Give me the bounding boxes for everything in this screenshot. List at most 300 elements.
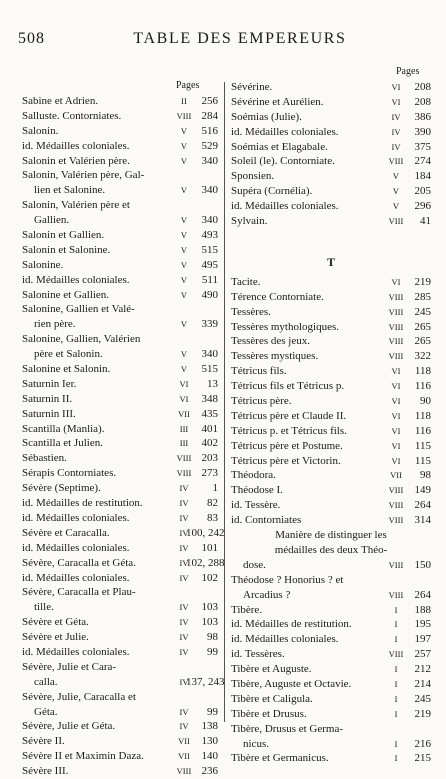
entry-name: Tibère et Auguste. — [231, 663, 312, 676]
entry-page: 184 — [414, 170, 431, 183]
entry-name: Soleil (le). Contorniate. — [231, 155, 335, 168]
entry-name: Sévère, Caracalla et Géta. — [22, 556, 136, 569]
entry-volume: IV — [179, 632, 189, 643]
entry-page: 98 — [207, 631, 218, 644]
entry-volume: V — [180, 215, 188, 226]
entry-volume: VIII — [388, 500, 404, 511]
entry-page: 118 — [414, 365, 431, 378]
index-entry — [22, 541, 218, 556]
entry-volume: V — [180, 155, 188, 166]
entry-page: 274 — [414, 155, 431, 168]
entry-volume: IV — [179, 646, 189, 657]
entry-name: Théodora. — [231, 469, 276, 482]
entry-page: 90 — [420, 395, 431, 408]
entry-page: 340 — [201, 214, 218, 227]
entry-name: Salonin. — [22, 124, 59, 137]
left-column — [22, 94, 225, 779]
entry-name: id. Médailles de restitution. — [231, 618, 352, 631]
entry-volume: IV — [179, 706, 189, 717]
index-entry — [22, 451, 218, 466]
index-entry — [231, 184, 431, 199]
entry-page: 115 — [414, 439, 431, 452]
entry-volume: VIII — [388, 351, 404, 362]
entry-name: Sérapis Contorniates. — [22, 467, 117, 480]
entry-page: 493 — [201, 229, 218, 242]
entry-page: 219 — [414, 707, 431, 720]
index-entry — [231, 573, 431, 588]
entry-page: 284 — [201, 109, 218, 122]
entry-page: 340 — [201, 348, 218, 361]
index-entry — [22, 302, 218, 317]
entry-page: 208 — [414, 81, 431, 93]
entry-page: 116 — [414, 424, 431, 437]
entry-page: 102 — [201, 571, 218, 584]
index-entry — [231, 707, 431, 722]
index-entry — [22, 198, 218, 213]
entry-volume: I — [394, 604, 398, 615]
index-entry — [231, 722, 431, 737]
entry-volume: I — [394, 693, 398, 704]
index-entry — [231, 439, 431, 454]
entry-volume: IV — [179, 483, 189, 494]
index-entry — [231, 364, 431, 379]
entry-volume: VI — [391, 410, 401, 421]
entry-page: 490 — [201, 288, 218, 301]
entry-name: Salonin, Valérien père, Gal- — [22, 169, 145, 182]
index-entry — [22, 392, 218, 407]
entry-page: 101 — [201, 541, 218, 554]
entry-volume: V — [180, 349, 188, 360]
entry-name: id. Médailles de restitution. — [22, 497, 143, 510]
entry-name: Salonine, Gallien et Valé- — [22, 303, 135, 316]
entry-page: 103 — [201, 616, 218, 629]
entry-volume: IV — [179, 617, 189, 628]
entry-volume: IV — [179, 676, 189, 687]
entry-volume: VIII — [388, 559, 404, 570]
entry-page: 495 — [201, 258, 218, 271]
entry-volume: VI — [179, 393, 189, 404]
entry-name: Salonine et Gallien. — [22, 288, 110, 301]
entry-volume: VII — [178, 408, 190, 419]
index-entry — [231, 513, 431, 528]
entry-name: Sévère III. — [22, 765, 69, 778]
entry-name: Tibère, Drusus et Germa- — [231, 722, 344, 735]
index-entry — [231, 737, 431, 752]
entry-page: 245 — [414, 692, 431, 705]
index-entry — [22, 481, 218, 496]
entry-name: Saturnin Ier. — [22, 377, 77, 390]
index-entry — [22, 273, 218, 288]
entry-volume: VII — [178, 736, 190, 747]
entry-page: 314 — [414, 514, 431, 527]
entry-name: Salonin et Valérien père. — [22, 154, 130, 167]
entry-name: id. Médailles coloniales. — [231, 633, 339, 646]
entry-name: Sévère II et Maximin Daza. — [22, 750, 144, 763]
entry-page: 98 — [420, 469, 431, 482]
entry-name: Tibère et Germanicus. — [231, 752, 329, 765]
index-entry — [22, 347, 218, 362]
entry-page: 402 — [201, 437, 218, 450]
entry-page: 138 — [201, 720, 218, 733]
index-entry — [231, 454, 431, 469]
index-entry — [22, 526, 225, 541]
index-entry — [22, 675, 225, 690]
index-entry — [22, 690, 218, 705]
index-entry — [22, 258, 218, 273]
entry-page: 348 — [201, 392, 218, 405]
index-entry — [22, 496, 218, 511]
entry-page: 322 — [414, 350, 431, 363]
entry-volume: I — [394, 738, 398, 749]
index-entry — [231, 199, 431, 214]
entry-volume: V — [180, 140, 188, 151]
entry-volume: V — [392, 171, 400, 182]
entry-page: 515 — [201, 363, 218, 376]
index-entry — [231, 483, 431, 498]
entry-name: Sévère, Julie, Caracalla et — [22, 690, 136, 703]
entry-name: Tétricus père et Victorin. — [231, 454, 341, 467]
entry-page: 195 — [414, 618, 431, 631]
entry-name: Géta. — [34, 705, 58, 718]
entry-page: 150 — [414, 558, 431, 571]
entry-page: 140 — [201, 750, 218, 763]
index-entry — [22, 243, 218, 258]
index-entry — [231, 632, 431, 647]
entry-page: 99 — [207, 705, 218, 718]
entry-volume: V — [180, 185, 188, 196]
entry-name: id. Médailles coloniales. — [22, 511, 130, 524]
index-entry — [231, 498, 431, 513]
entry-volume: V — [180, 364, 188, 375]
entry-name: Manière de distinguer les — [275, 529, 387, 542]
entry-name: Salluste. Contorniates. — [22, 109, 122, 122]
entry-name: id. Tessères. — [231, 648, 285, 661]
entry-volume: VIII — [176, 468, 192, 479]
entry-page: 265 — [414, 320, 431, 333]
entry-page: 340 — [201, 184, 218, 197]
entry-name: médailles des deux Théo- — [274, 543, 388, 556]
entry-volume: IV — [391, 126, 401, 137]
entry-volume: VIII — [388, 156, 404, 167]
entry-page: 285 — [414, 290, 431, 303]
entry-volume: V — [392, 186, 400, 197]
entry-name: Scantilla et Julien. — [22, 437, 103, 450]
entry-name: Salonine, Gallien, Valérien — [22, 333, 141, 346]
entry-volume: VIII — [388, 216, 404, 227]
entry-page: 264 — [414, 588, 431, 601]
index-entry — [231, 349, 431, 364]
entry-name: Sévérine. — [231, 81, 273, 93]
entry-volume: III — [179, 423, 189, 434]
pages-column-label-left: Pages — [176, 80, 200, 91]
entry-name: Sévère, Caracalla et Plau- — [22, 586, 136, 599]
entry-page: 102, 288 — [186, 556, 225, 569]
entry-volume: VI — [391, 381, 401, 392]
entry-name: Tétricus père. — [231, 395, 292, 408]
entry-volume: VIII — [388, 649, 404, 660]
entry-page: 149 — [414, 484, 431, 497]
entry-name: Saturnin III. — [22, 407, 76, 420]
index-entry — [231, 214, 431, 229]
index-entry — [231, 647, 431, 662]
index-entry — [231, 528, 431, 543]
entry-name: id. Médailles coloniales. — [22, 541, 130, 554]
index-entry — [231, 305, 431, 320]
entry-name: Tessères mystiques. — [231, 350, 319, 363]
entry-volume: V — [180, 125, 188, 136]
entry-name: id. Contorniates — [231, 514, 302, 527]
entry-name: Soémias (Julie). — [231, 110, 302, 123]
index-entry — [22, 511, 218, 526]
entry-volume: VI — [391, 396, 401, 407]
entry-name: Supéra (Cornélia). — [231, 185, 313, 198]
entry-name: Sévère et Julie. — [22, 631, 89, 644]
entry-name: Salonine et Salonin. — [22, 363, 111, 376]
entry-name: Salonin et Salonine. — [22, 243, 111, 256]
entry-name: Tibère et Drusus. — [231, 707, 307, 720]
entry-volume: IV — [179, 557, 189, 568]
index-entry — [22, 585, 218, 600]
entry-volume: IV — [179, 542, 189, 553]
entry-name: Tacite. — [231, 275, 261, 288]
entry-volume: VI — [179, 378, 189, 389]
entry-name: Tessères des jeux. — [231, 335, 310, 348]
entry-name: Scantilla (Manlia). — [22, 422, 105, 435]
entry-name: Sabine et Adrien. — [22, 95, 99, 107]
index-entry — [231, 140, 431, 155]
entry-name: Sévérine et Aurélien. — [231, 95, 324, 108]
index-entry — [231, 379, 431, 394]
entry-page: 188 — [414, 603, 431, 616]
index-entry — [231, 588, 431, 603]
entry-volume: VI — [391, 455, 401, 466]
entry-volume: VI — [391, 96, 401, 107]
index-entry — [231, 617, 431, 632]
entry-volume: VIII — [388, 306, 404, 317]
entry-page: 118 — [414, 409, 431, 422]
entry-page: 339 — [201, 318, 218, 331]
index-entry — [22, 362, 218, 377]
entry-name: Tétricus fils et Tétricus p. — [231, 380, 345, 393]
entry-name: dose. — [243, 558, 266, 571]
entry-volume: VIII — [176, 766, 192, 777]
entry-page: 516 — [201, 124, 218, 137]
pages-column-label-right: Pages — [396, 66, 420, 77]
entry-page: 340 — [201, 154, 218, 167]
entry-volume: V — [180, 259, 188, 270]
entry-volume: IV — [179, 721, 189, 732]
index-entry — [231, 424, 431, 439]
entry-name: rien père. — [34, 318, 76, 331]
index-entry — [22, 288, 218, 303]
index-entry — [231, 543, 431, 558]
entry-name: Tibère, Auguste et Octavie. — [231, 677, 352, 690]
entry-page: 103 — [201, 601, 218, 614]
entry-page: 219 — [414, 275, 431, 288]
page-header — [0, 0, 446, 50]
entry-volume: II — [181, 96, 187, 106]
entry-name: Tétricus p. et Tétricus fils. — [231, 424, 347, 437]
index-entry — [231, 662, 431, 677]
entry-page: 256 — [201, 95, 218, 107]
entry-volume: I — [394, 664, 398, 675]
entry-volume: I — [394, 708, 398, 719]
entry-page: 515 — [201, 243, 218, 256]
entry-volume: VI — [391, 276, 401, 287]
index-entry — [22, 228, 218, 243]
entry-name: id. Médailles coloniales. — [22, 139, 130, 152]
index-entry — [231, 154, 431, 169]
index-entry — [231, 290, 431, 305]
entry-name: Salonin, Valérien père et — [22, 199, 130, 212]
index-entry — [231, 558, 431, 573]
entry-volume: V — [180, 274, 188, 285]
entry-name: Sévère, Julie et Géta. — [22, 720, 116, 733]
entry-page: 386 — [414, 110, 431, 123]
entry-name: Saturnin II. — [22, 392, 73, 405]
page-number: 508 — [18, 30, 45, 47]
entry-volume: V — [392, 201, 400, 212]
entry-page: 83 — [207, 511, 218, 524]
entry-volume: IV — [179, 602, 189, 613]
index-entry — [231, 751, 431, 766]
entry-name: calla. — [34, 675, 58, 688]
entry-name: Théodose I. — [231, 484, 283, 497]
entry-name: id. Médailles coloniales. — [231, 125, 339, 138]
entry-name: Arcadius ? — [243, 588, 291, 601]
entry-page: 13 — [207, 377, 218, 390]
entry-page: 296 — [414, 200, 431, 213]
index-entry — [231, 409, 431, 424]
entry-volume: III — [179, 438, 189, 449]
index-entry — [22, 94, 218, 109]
index-entry — [22, 571, 218, 586]
entry-page: 41 — [420, 215, 431, 228]
index-entry — [231, 110, 431, 125]
index-entry — [22, 109, 218, 124]
entry-name: Salonin et Gallien. — [22, 229, 105, 242]
index-entry — [231, 125, 431, 140]
entry-name: id. Médailles coloniales. — [231, 200, 339, 213]
entry-volume: I — [394, 634, 398, 645]
entry-page: 82 — [207, 497, 218, 510]
entry-volume: IV — [391, 111, 401, 122]
page-title: TABLE DES EMPEREURS — [133, 30, 347, 47]
index-entry — [22, 764, 218, 779]
entry-name: Tétricus père et Claude II. — [231, 409, 347, 422]
index-entry — [231, 603, 431, 618]
entry-volume: VI — [391, 366, 401, 377]
index-entry — [231, 169, 431, 184]
index-entry — [22, 213, 218, 228]
entry-volume: IV — [179, 512, 189, 523]
index-entry — [22, 183, 218, 198]
entry-volume: VIII — [388, 589, 404, 600]
entry-page: 130 — [201, 735, 218, 748]
entry-name: Sévère (Septime). — [22, 482, 101, 495]
entry-name: père et Salonin. — [34, 348, 103, 361]
index-entry — [22, 645, 218, 660]
index-entry — [231, 95, 431, 110]
index-entry — [22, 615, 218, 630]
entry-volume: VIII — [388, 321, 404, 332]
entry-page: 137, 243 — [186, 675, 225, 688]
entry-volume: V — [180, 230, 188, 241]
entry-name: Sponsien. — [231, 170, 275, 183]
index-entry — [22, 332, 218, 347]
entry-page: 257 — [414, 648, 431, 661]
index-entry — [22, 436, 218, 451]
entry-volume: IV — [391, 141, 401, 152]
entry-page: 375 — [414, 140, 431, 153]
index-entry — [22, 124, 218, 139]
entry-name: Tibère. — [231, 603, 263, 616]
entry-name: Térence Contorniate. — [231, 290, 324, 303]
entry-volume: V — [180, 289, 188, 300]
index-entry — [22, 407, 218, 422]
entry-name: Sylvain. — [231, 215, 268, 228]
entry-name: id. Médailles coloniales. — [22, 645, 130, 658]
entry-page: 115 — [414, 454, 431, 467]
entry-volume: VIII — [388, 336, 404, 347]
entry-name: Sévère et Géta. — [22, 616, 89, 629]
index-entry — [231, 334, 431, 349]
entry-name: Tessères mythologiques. — [231, 320, 339, 333]
entry-page: 511 — [201, 273, 218, 286]
index-entry — [22, 749, 218, 764]
entry-name: Sébastien. — [22, 452, 67, 465]
index-entry — [22, 168, 218, 183]
entry-page: 212 — [414, 663, 431, 676]
entry-name: id. Médailles coloniales. — [22, 571, 130, 584]
index-entry — [22, 317, 218, 332]
index-entry — [22, 734, 218, 749]
right-column-t-entries — [231, 275, 431, 766]
entry-page: 236 — [201, 765, 218, 778]
entry-name: Théodose ? Honorius ? et — [231, 573, 344, 586]
entry-page: 529 — [201, 139, 218, 152]
entry-volume: IV — [179, 527, 189, 538]
entry-volume: I — [394, 753, 398, 764]
entry-page: 197 — [414, 633, 431, 646]
entry-name: tille. — [34, 601, 54, 614]
entry-page: 1 — [212, 482, 218, 495]
entry-volume: V — [180, 244, 188, 255]
entry-name: Tétricus fils. — [231, 365, 287, 378]
entry-volume: I — [394, 678, 398, 689]
entry-name: Sévère et Caracalla. — [22, 526, 110, 539]
index-entry — [22, 660, 218, 675]
index-entry — [231, 677, 431, 692]
index-entry — [231, 80, 431, 95]
entry-page: 390 — [414, 125, 431, 138]
entry-name: Soémias et Elagabale. — [231, 140, 328, 153]
entry-name: Tessères. — [231, 305, 271, 318]
entry-page: 216 — [414, 737, 431, 750]
entry-volume: IV — [179, 572, 189, 583]
entry-page: 208 — [414, 95, 431, 108]
column-divider — [224, 82, 225, 722]
entry-name: Gallien. — [34, 214, 70, 227]
index-entry — [231, 468, 431, 483]
entry-page: 264 — [414, 499, 431, 512]
entry-page: 116 — [414, 380, 431, 393]
index-entry — [22, 630, 218, 645]
index-entry — [231, 692, 431, 707]
index-entry — [22, 377, 218, 392]
entry-name: id. Médailles coloniales. — [22, 273, 130, 286]
index-entry — [22, 556, 225, 571]
